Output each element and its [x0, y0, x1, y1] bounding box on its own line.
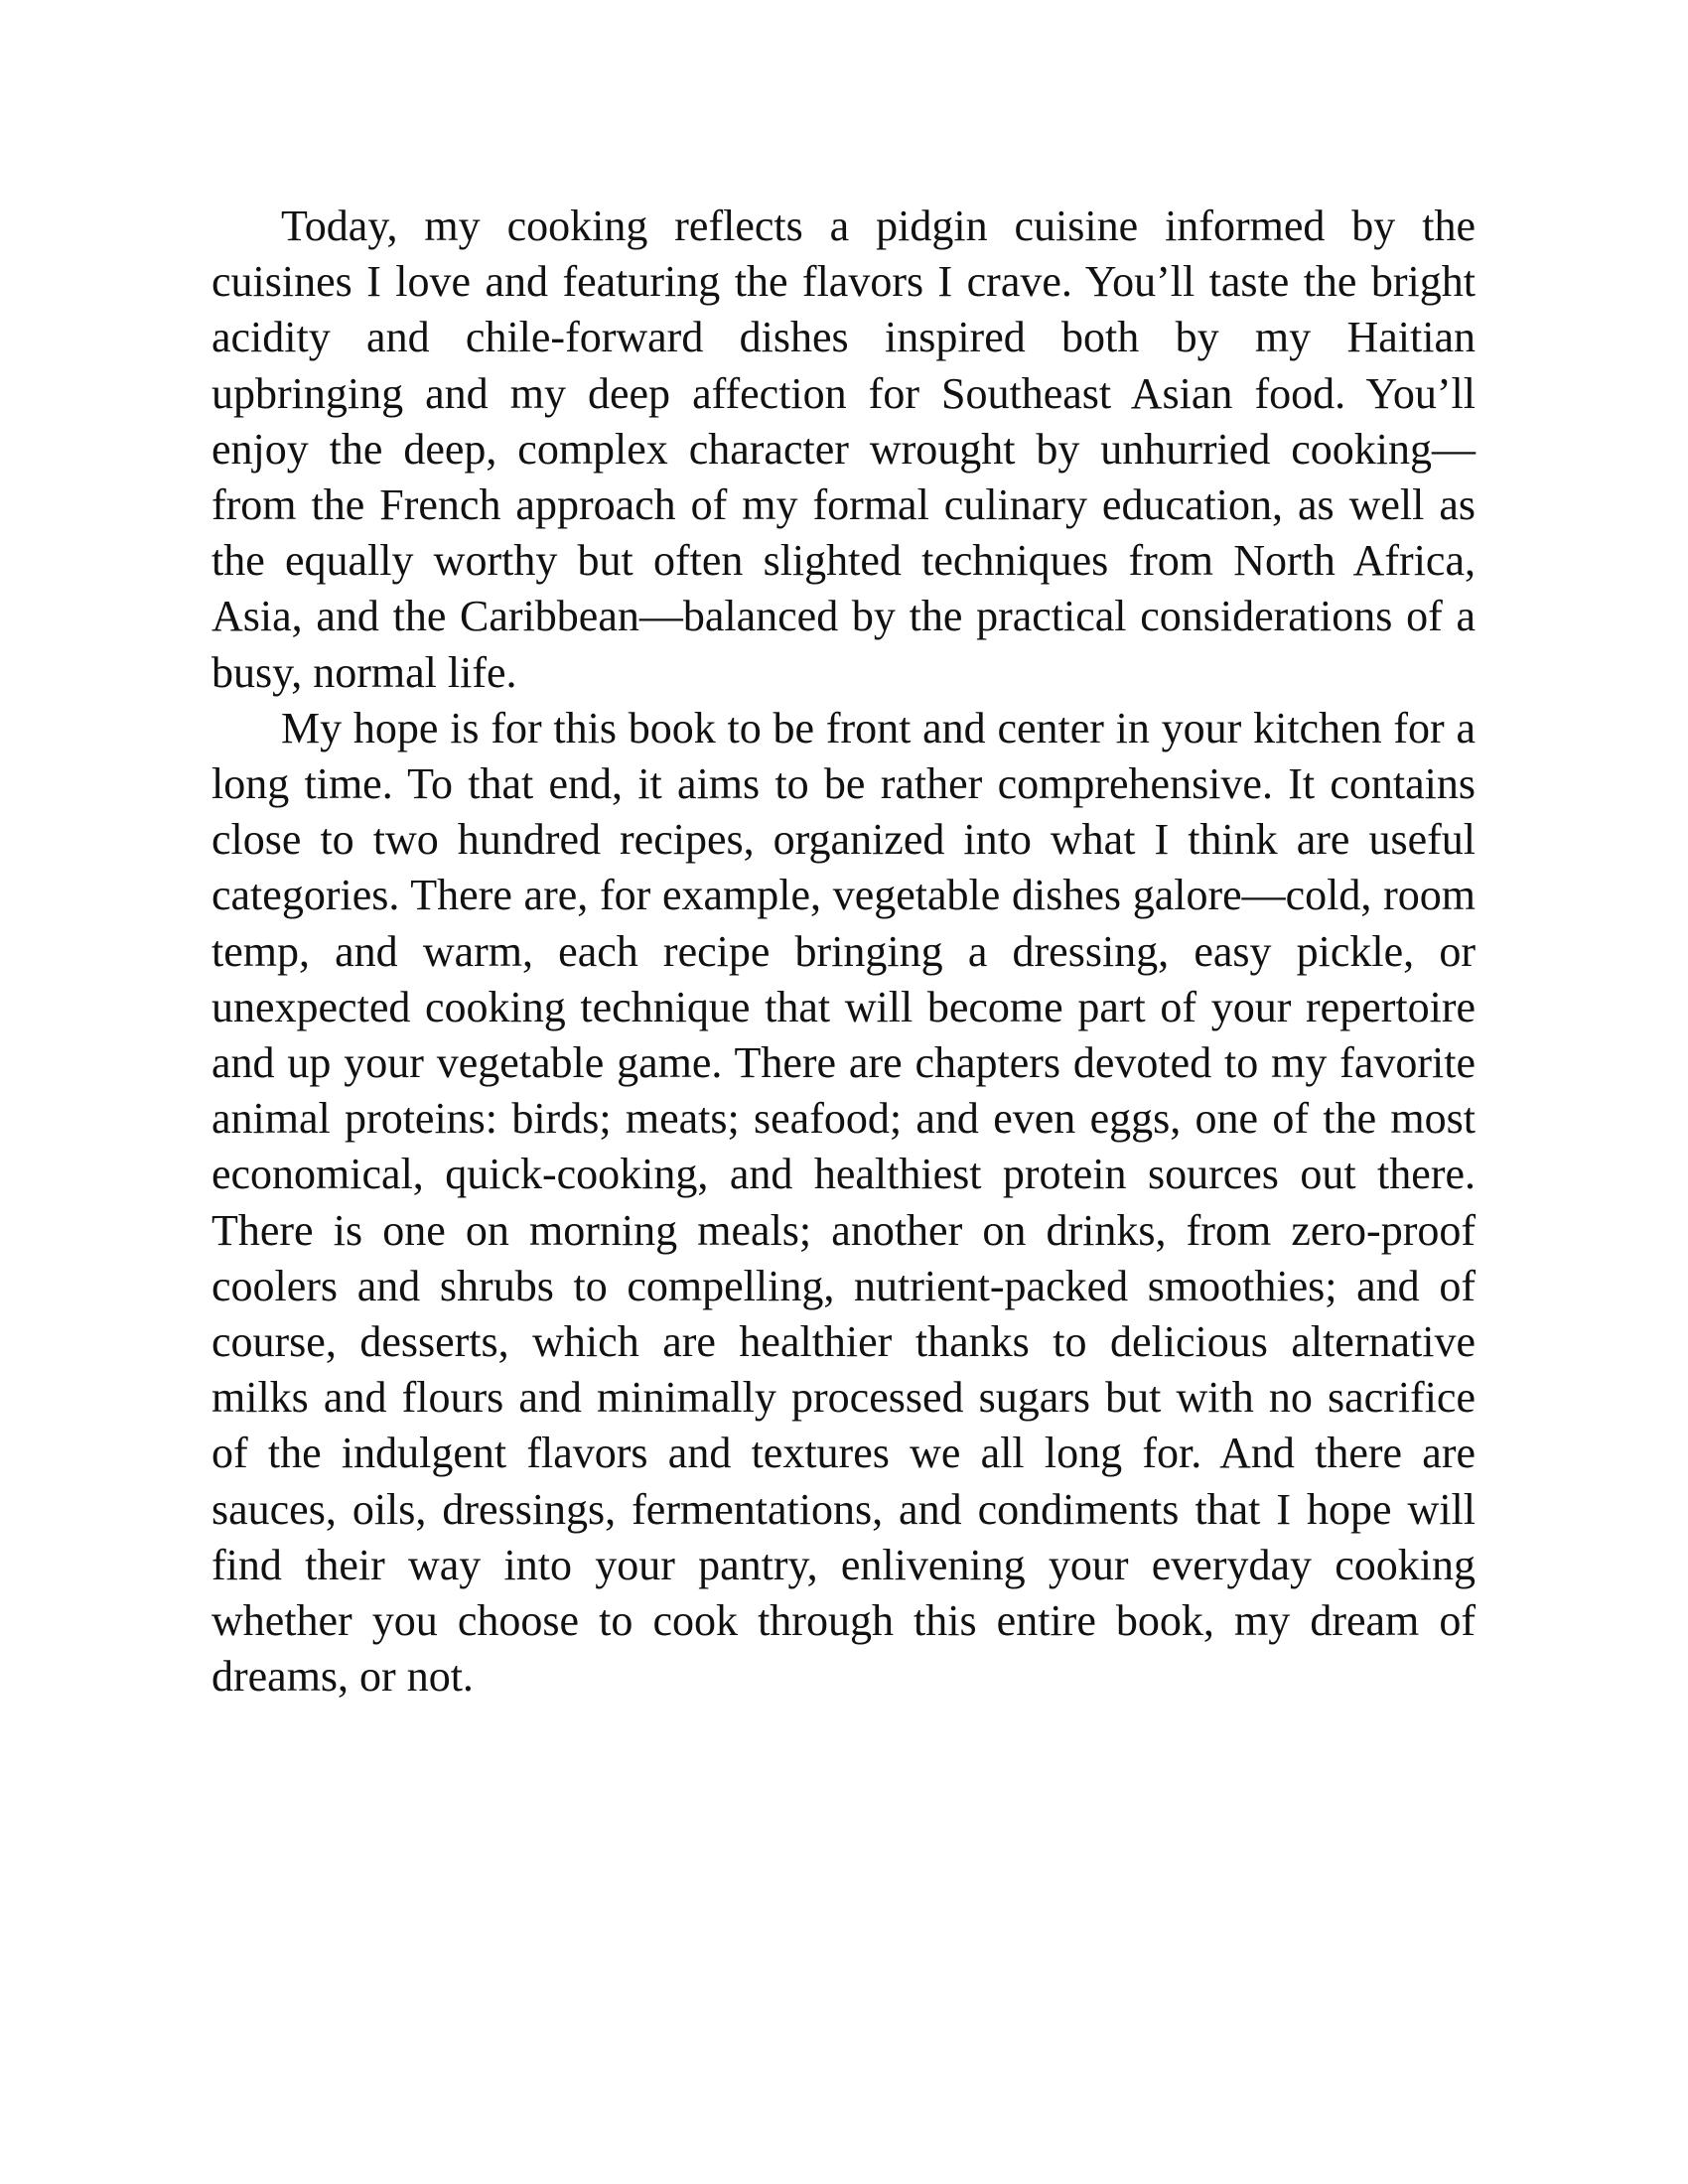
body-text	[211, 199, 1476, 1705]
paragraph: My hope is for this book to be front and center in your kitchen for a long time. To that end, it aims to be rather comprehensive. It contains close to two hundred recipes, organized into what I think are useful categories. There are, for example, vegetable dishes galore—cold, room temp, and warm, each recipe bringing a dressing, easy pickle, or unexpected cooking technique that will become part of your repertoire and up your vegetable game. There are chapters devoted to my favorite animal proteins: birds; meats; seafood; and even eggs, one of the most economical, quick-cooking, and healthiest protein sources out there. There is one on morning meals; another on drinks, from zero-proof coolers and shrubs to compelling, nutrient-packed smoothies; and of course, desserts, which are healthier thanks to delicious alternative milks and flours and minimally processed sugars but with no sacrifice of the indulgent flavors and textures we all long for. And there are sauces, oils, dressings, fermentations, and condiments that I hope will find their way into your pantry, enlivening your everyday cooking whether you choose to cook through this entire book, my dream of dreams, or not.	[211, 703, 1476, 1702]
paragraph: Today, my cooking reflects a pidgin cuisine informed by the cuisines I love and featuring the flavors I crave. You’ll taste the bright acidity and chile-forward dishes inspired both by my Haitian upbringing and my deep affection for Southeast Asian food. You’ll enjoy the deep, complex character wrought by unhurried cooking—from the French approach of my formal culinary education, as well as the equally worthy but often slighted techniques from North Africa, Asia, and the Caribbean—balanced by the practical considerations of a busy, normal life.	[211, 202, 1476, 697]
